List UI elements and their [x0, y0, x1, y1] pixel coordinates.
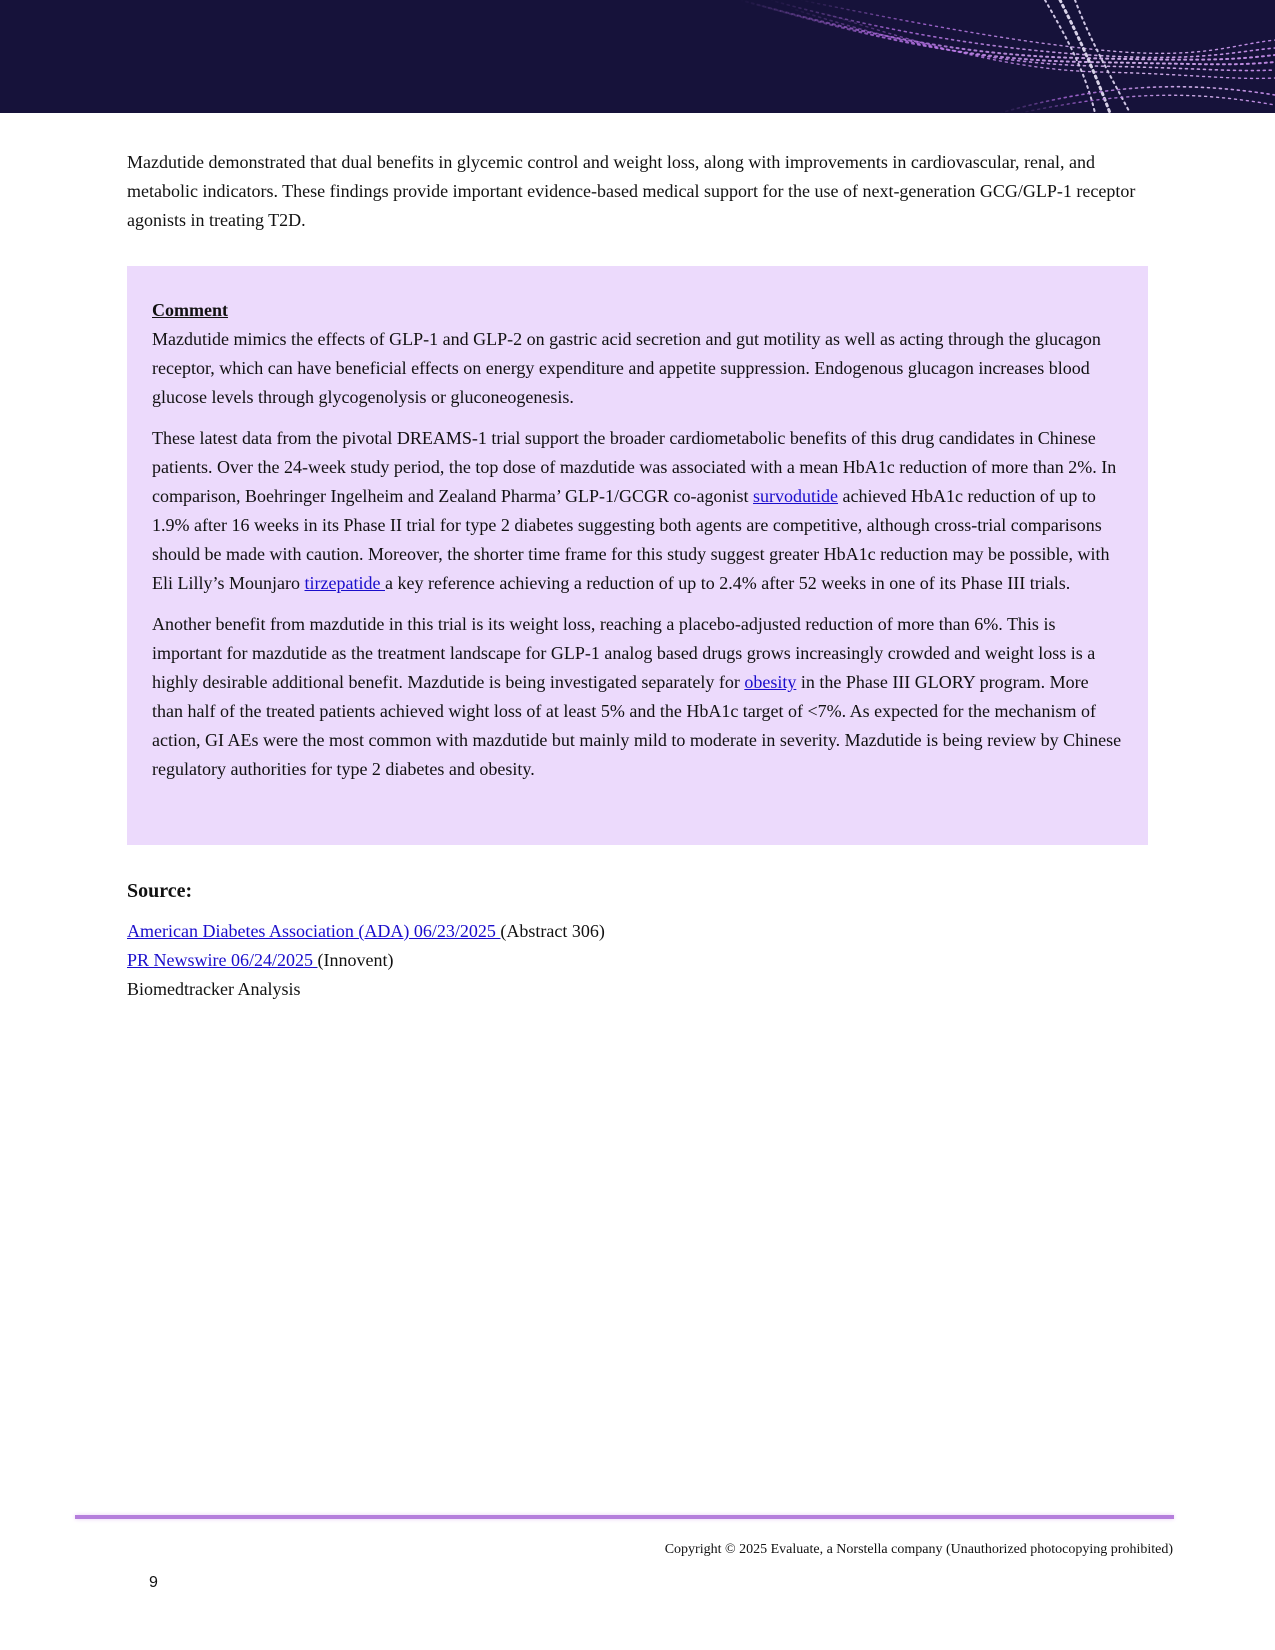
footer-divider — [75, 1515, 1174, 1519]
particle-wave-decoration — [0, 0, 1275, 113]
comment-paragraph-2 — [152, 424, 1123, 598]
comment-paragraph-3-text-b: in the Phase III GLORY program. More than half of the treated patients achieved wight loss of at least 5% and the HbA1c target of <7%. As expected for the mechanism of action, GI AEs were the most common with mazdutide but mainly mild to moderate in severity. Mazdutide is being review by Chinese regulatory authorities for type 2 diabetes and obesity. — [152, 672, 1122, 779]
comment-paragraph-1 — [152, 325, 1123, 412]
source-item-ada — [127, 917, 827, 946]
source-heading: Source: — [127, 880, 193, 902]
survodutide-link[interactable]: survodutide — [753, 486, 839, 506]
page-number: 9 — [149, 1574, 158, 1591]
header-banner — [0, 0, 1275, 113]
source-item-prnewswire — [127, 946, 827, 975]
comment-title: Comment — [152, 300, 228, 320]
intro-paragraph: Mazdutide demonstrated that dual benefits in glycemic control and weight loss, along with improvements in cardiovascular, renal, and metabolic indicators. These findings provide important evidence-based medical support for the use of next-generation GCG/GLP-1 receptor agonists in treating T2D. — [127, 152, 1136, 230]
comment-paragraph-2-text-a: These latest data from the pivotal DREAMS-1 trial support the broader cardiometabolic benefits of this drug candidates in Chinese patients. Over the 24-week study period, the top dose of mazdutide was associated with a mean HbA1c reduction of more than 2%. In comparison, Boehringer Ingelheim and Zealand Pharma’ GLP-1/GCGR co-agonist — [152, 428, 1117, 506]
source-section — [127, 877, 827, 1004]
copyright-notice: Copyright © 2025 Evaluate, a Norstella company (Unauthorized photocopying prohibited) — [664, 1542, 1173, 1557]
source-item-biomedtracker: Biomedtracker Analysis — [127, 979, 301, 999]
comment-paragraph-1-text: Mazdutide mimics the effects of GLP-1 and GLP-2 on gastric acid secretion and gut motility as well as acting through the glucagon receptor, which can have beneficial effects on energy expenditure and appetite suppression. Endogenous glucagon increases blood glucose levels through glycogenolysis or gluconeogenesis. — [152, 329, 1101, 407]
ada-source-suffix: (Abstract 306) — [500, 921, 605, 941]
prnewswire-source-suffix: (Innovent) — [317, 950, 394, 970]
prnewswire-source-link[interactable]: PR Newswire 06/24/2025 — [127, 950, 318, 970]
ada-source-link[interactable]: American Diabetes Association (ADA) 06/23/2025 — [127, 921, 501, 941]
comment-paragraph-3 — [152, 610, 1123, 784]
comment-paragraph-3-text-a: Another benefit from mazdutide in this trial is its weight loss, reaching a placebo-adjusted reduction of more than 6%. This is important for mazdutide as the treatment landscape for GLP-1 analog based drugs grows increasingly crowded and weight loss is a highly desirable additional benefit. Mazdutide is being investigated separately for — [152, 614, 1096, 692]
comment-paragraph-2-text-c: a key reference achieving a reduction of up to 2.4% after 52 weeks in one of its Phase III trials. — [384, 573, 1071, 593]
comment-box — [127, 266, 1148, 845]
obesity-link[interactable]: obesity — [744, 672, 797, 692]
tirzepatide-link[interactable]: tirzepatide — [304, 573, 385, 593]
comment-paragraph-2-text-b: achieved HbA1c reduction of up to 1.9% after 16 weeks in its Phase II trial for type 2 diabetes suggesting both agents are competitive, although cross-trial comparisons should be made with caution. Moreover, the shorter time frame for this study suggest greater HbA1c reduction may be possible, with Eli Lilly’s Mounjaro — [152, 486, 1110, 593]
